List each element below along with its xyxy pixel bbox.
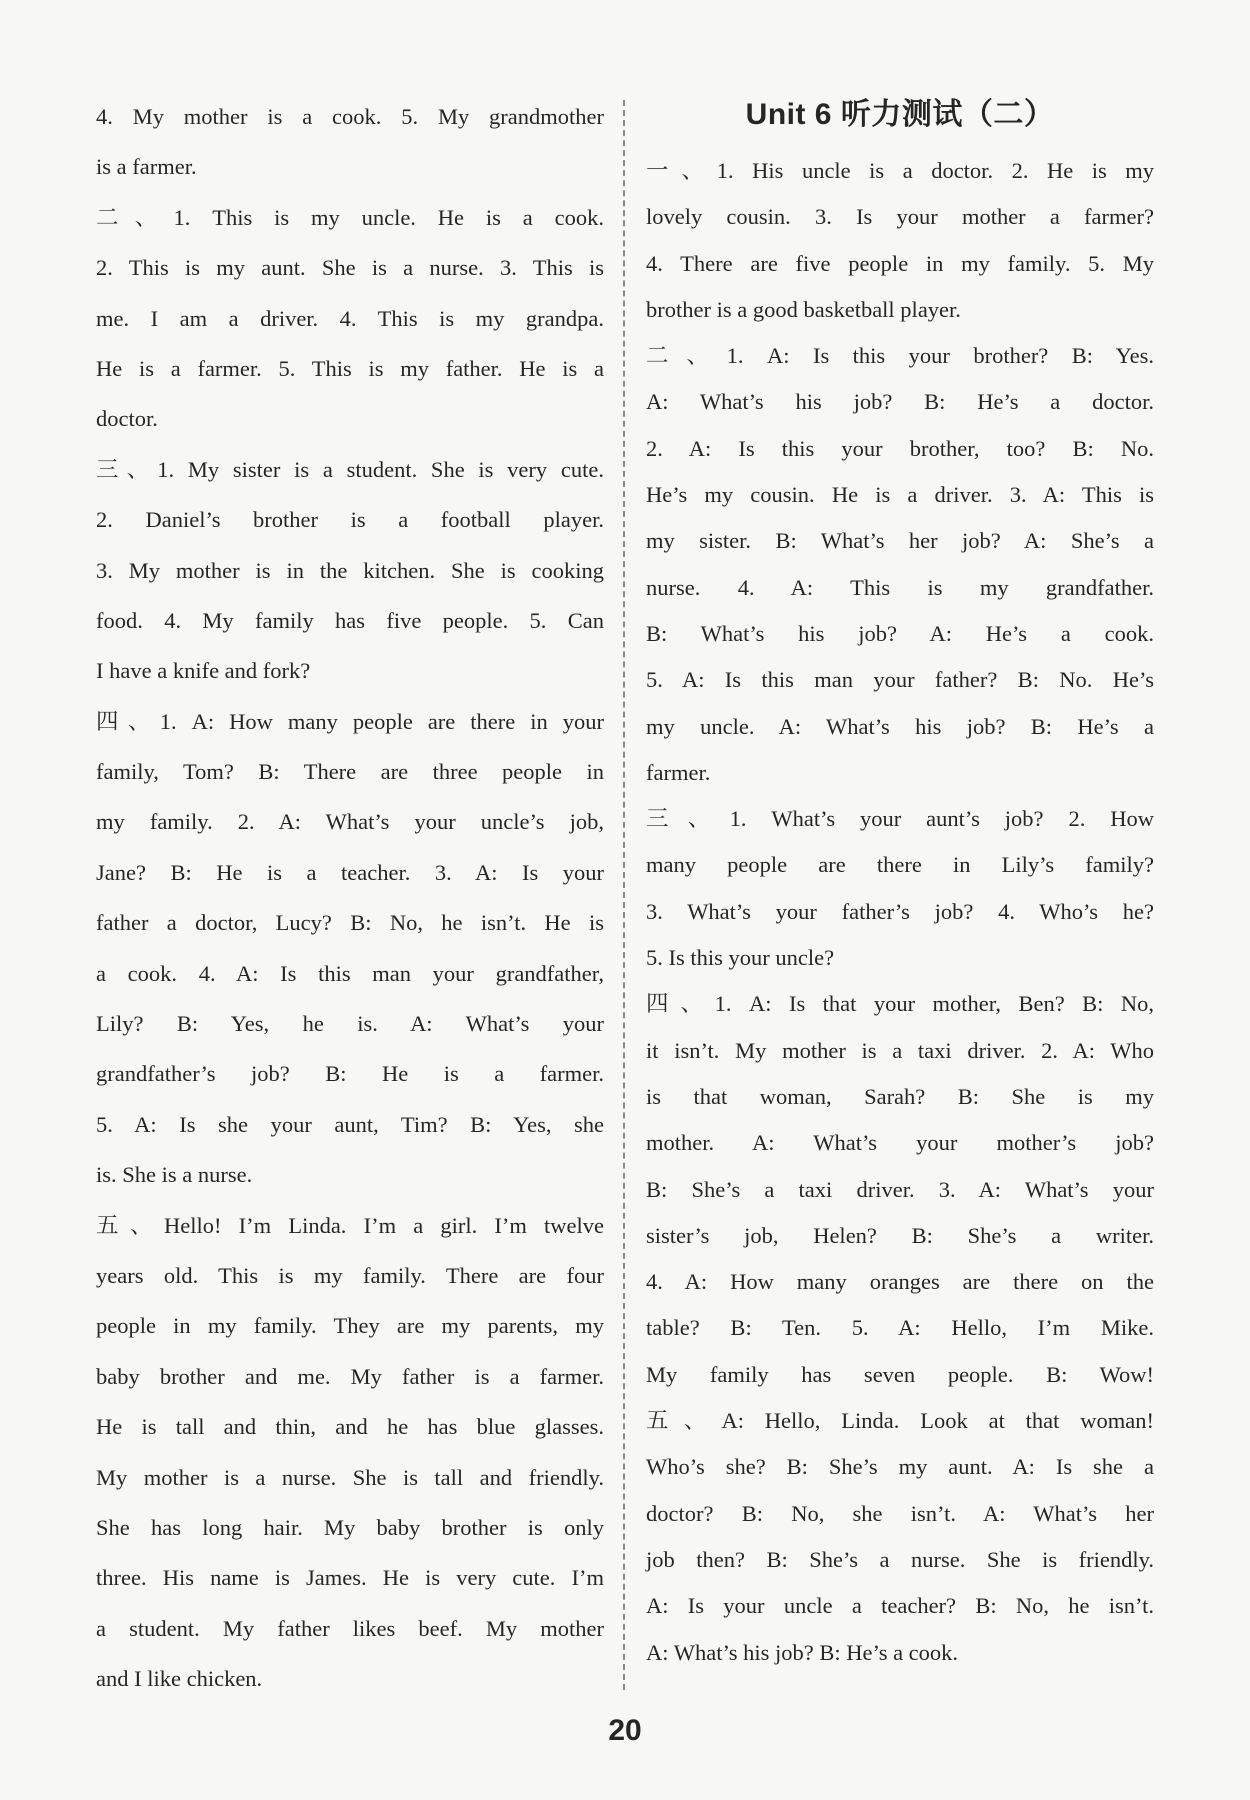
text-line: A: What’s his job? B: He’s a cook. [646,1639,959,1665]
text-line: 5. Is this your uncle? [646,945,835,971]
text-line: 2. This is my aunt. She is a nurse. 3. This is [96,255,604,281]
text-line: 5. A: Is this man your father? B: No. He’s [646,667,1154,693]
text-line: food. 4. My family has five people. 5. Can [96,607,604,633]
text-line: a cook. 4. A: Is this man your grandfather, [96,960,604,986]
text-line: Jane? B: He is a teacher. 3. A: Is your [96,859,604,885]
text-line: is that woman, Sarah? B: She is my [646,1083,1154,1109]
text-line: He is tall and thin, and he has blue glasses. [96,1414,604,1440]
page-number: 20 [608,1714,642,1747]
text-line: 3. What’s your father’s job? 4. Who’s he? [646,898,1154,924]
text-line: 四、1. A: Is that your mother, Ben? B: No, [646,991,1154,1017]
column-divider [623,100,625,1690]
text-line: 5. A: Is she your aunt, Tim? B: Yes, she [96,1111,604,1137]
text-line: Lily? B: Yes, he is. A: What’s your [96,1011,604,1037]
text-line: family, Tom? B: There are three people in [96,759,604,785]
text-line: My family has seven people. B: Wow! [646,1361,1154,1387]
text-line: My mother is a nurse. She is tall and friendly. [96,1464,604,1490]
text-line: 二、1. A: Is this your brother? B: Yes. [646,343,1154,369]
text-line: Who’s she? B: She’s my aunt. A: Is she a [646,1454,1154,1480]
text-line: He is a farmer. 5. This is my father. He is a [96,355,604,381]
text-line: I have a knife and fork? [96,658,311,684]
text-line: sister’s job, Helen? B: She’s a writer. [646,1222,1154,1248]
text-line: nurse. 4. A: This is my grandfather. [646,574,1154,600]
text-line: 二、1. This is my uncle. He is a cook. [96,204,604,230]
text-line: it isn’t. My mother is a taxi driver. 2. A: Who [646,1037,1154,1063]
text-line: a student. My father likes beef. My mother [96,1615,604,1641]
text-line: 五、A: Hello, Linda. Look at that woman! [646,1408,1154,1434]
text-line: job then? B: She’s a nurse. She is friendly. [646,1546,1154,1572]
text-line: 2. Daniel’s brother is a football player. [96,507,604,533]
left-column [96,92,604,1705]
text-line: 4. There are five people in my family. 5. My [646,250,1154,276]
text-line: lovely cousin. 3. Is your mother a farmer? [646,204,1154,230]
section-title: Unit 6 听力测试（二） [745,98,1055,131]
text-line: He’s my cousin. He is a driver. 3. A: This is [646,482,1154,508]
text-line: B: She’s a taxi driver. 3. A: What’s your [646,1176,1154,1202]
text-line: She has long hair. My baby brother is only [96,1514,604,1540]
text-line: 四、1. A: How many people are there in your [96,708,604,734]
right-column-lines [646,148,1154,1676]
text-line: is a farmer. [96,154,197,180]
text-line: B: What’s his job? A: He’s a cook. [646,620,1154,646]
text-line: my uncle. A: What’s his job? B: He’s a [646,713,1154,739]
text-line: 五、Hello! I’m Linda. I’m a girl. I’m twelve [96,1212,604,1238]
text-line: brother is a good basketball player. [646,296,961,322]
text-line: and I like chicken. [96,1666,263,1692]
text-line: 三、1. What’s your aunt’s job? 2. How [646,806,1154,832]
text-line: 4. My mother is a cook. 5. My grandmother [96,104,604,129]
text-line: A: Is your uncle a teacher? B: No, he isn’t. [646,1593,1154,1619]
text-line: my family. 2. A: What’s your uncle’s job, [96,809,604,835]
text-line: doctor? B: No, she isn’t. A: What’s her [646,1500,1154,1526]
text-line: me. I am a driver. 4. This is my grandpa. [96,305,604,331]
right-column [646,92,1154,1676]
text-line: my sister. B: What’s her job? A: She’s a [646,528,1154,554]
text-line: baby brother and me. My father is a farmer. [96,1363,604,1389]
text-line: father a doctor, Lucy? B: No, he isn’t. He is [96,910,604,936]
text-line: farmer. [646,759,711,785]
text-line: doctor. [96,406,158,432]
text-line: 4. A: How many oranges are there on the [646,1269,1154,1295]
text-line: years old. This is my family. There are four [96,1262,604,1288]
text-line: three. His name is James. He is very cute. I’m [96,1565,604,1591]
text-line: mother. A: What’s your mother’s job? [646,1130,1154,1156]
text-line: many people are there in Lily’s family? [646,852,1154,878]
text-line: A: What’s his job? B: He’s a doctor. [646,389,1154,415]
text-line: 3. My mother is in the kitchen. She is cooking [96,557,604,583]
text-line: grandfather’s job? B: He is a farmer. [96,1061,604,1087]
text-line: is. She is a nurse. [96,1162,253,1188]
text-line: table? B: Ten. 5. A: Hello, I’m Mike. [646,1315,1154,1341]
text-line: 一、1. His uncle is a doctor. 2. He is my [646,158,1154,183]
text-line: people in my family. They are my parents, my [96,1313,604,1339]
text-line: 2. A: Is this your brother, too? B: No. [646,435,1154,461]
text-line: 三、1. My sister is a student. She is very cute. [96,456,604,482]
